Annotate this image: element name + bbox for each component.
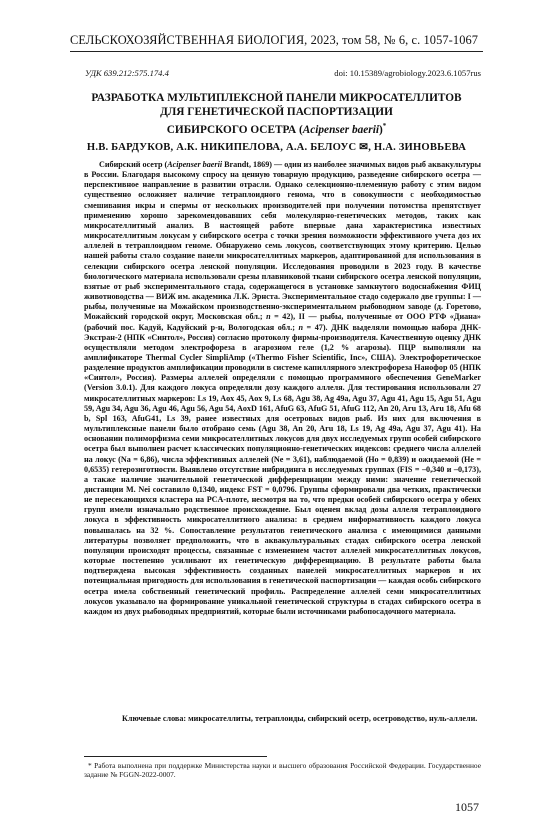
title-footnote-mark: * [382, 121, 387, 130]
article-title [70, 92, 483, 137]
footnote-divider [84, 756, 267, 757]
abstract-part-c: = 42), II — рыбы, полученные от ООО РТФ «Диана» (рабочий пос. Кадуй, Кадуйский р-н, Вологодская обл.; [84, 312, 481, 332]
title-line-3 [70, 120, 483, 138]
footnote: * Работа выполнена при поддержке Министерства науки и высшего образования Российской Федерации. Государственное задание № FGGN-2022-0007. [84, 761, 481, 779]
authors: Н.В. БАРДУКОВ, А.К. НИКИПЕЛОВА, А.А. БЕЛОУС ✉, Н.А. ЗИНОВЬЕВА [86, 142, 467, 153]
journal-header: СЕЛЬСКОХОЗЯЙСТВЕННАЯ БИОЛОГИЯ, 2023, том 58, № 6, с. 1057-1067 [70, 33, 483, 52]
abstract-n-label-2: n [298, 322, 303, 332]
udk-code: УДК 639.212:575.174.4 [85, 68, 169, 78]
abstract-part-a: Сибирский осетр ( [99, 160, 168, 169]
title-line-2: ДЛЯ ГЕНЕТИЧЕСКОЙ ПАСПОРТИЗАЦИИ [160, 105, 393, 118]
doi: doi: 10.15389/agrobiology.2023.6.1057rus [334, 68, 481, 78]
page-number: 1057 [455, 800, 479, 814]
keywords: Ключевые слова: микросателлиты, тетраплоиды, сибирский осетр, осетроводство, нуль-аллели. [122, 714, 478, 723]
meta-row [85, 68, 481, 78]
abstract-n-label-1: n [266, 312, 271, 322]
abstract-part-b: Brandt, 1869) — один из наиболее значимых видов рыб аквакультуры в России. Благодаря высокому спросу на ценную товарную продукцию, разведение сибирского осетра — перспективное направление в развитии отрасли. Однако селекционно-племенную работу с этим видом существенно осложняет наличие тетраплоидного генома, что в совокупности с необходимостью смешивания икры и спермы от нескольких производителей при получении потомства препятствует применению хорошо зарекомендовавших себя молекулярно-генетических методов, таких как микросателлитный анализ. В настоящей работе впервые дана характеристика известных микросателлитным локусам у сибирского осетра с точки зрения возможности эффективного учета доз их аллелей в тетраплоидном геноме. Обнаружено семь локусов, соответствующих этому критерию. Целью нашей работы стало создание панели микросателлитных маркеров, адаптированной для использования в селекции сибирского осетра ленской популяции. Исследования проводили в 2023 году. В качестве биологического материала использовали срезы плавниковой ткани сибирского осетра ленской популяции, взятые от рыб экспериментального стада, содержащегося в установке замкнутого водоснабжения ФИЦ животноводства — ВИЖ им. академика Л.К. Эрнста. Экспериментальное стадо содержало две группы: I — рыбы, полученные на Можайском производственно-экспериментальном рыбоводном заводе (д. Горетово, Можайский городской округ, Московская обл.; [84, 160, 482, 322]
title-line-3-start: СИБИРСКОГО ОСЕТРА ( [166, 123, 303, 136]
title-species: Acipenser baerii [302, 123, 379, 136]
title-line-3-end: ) [378, 123, 383, 136]
title-line-1: РАЗРАБОТКА МУЛЬТИПЛЕКСНОЙ ПАНЕЛИ МИКРОСАТЕЛЛИТОВ [91, 92, 462, 104]
abstract [84, 160, 481, 617]
abstract-species: Acipenser baerii [167, 160, 223, 169]
abstract-part-d: = 47). ДНК выделяли помощью набора ДНК-Экстран-2 (НПК «Синтол», Россия) согласно протоколу фирмы-производителя. Качественную оценку ДНК осуществляли методом электрофореза в агарозном геле (1,2 % агарозы). ПЦР выполняли на амплификаторе Thermal Cycler SimpliAmp («Thermo Fisher Scientific, Inc», США). Электрофоретическое разделение продуктов амплификации проводили в системе капиллярного электрофореза Нанофор 05 (НПК «Синтол», Россия). Размеры аллелей определяли с помощью программного обеспечения GeneMarker (Version 3.0.1). Для каждого локуса определяли дозу каждого аллеля. Для тестирования использовали 27 микросателлитных маркеров: Ls 19, Aox 45, Aox 9, Ls 68, Agu 38, Ag 49a, Agu 37, Agu 41, Agu 15, Agu 51, Agu 59, Agu 34, Agu 36, Agu 46, Agu 56, Agu 54, AoxD 161, AfuG 63, AfuG 51, AfuG 112, An 20, Aru 13, Aru 18, Afu 68 b, Spl 163, AfuG41, Ls 39, ранее известных для осетровых видов рыб. Из них для включения в мультиплексные панели было отобрано семь (Agu 38, An 20, Aru 18, Ls 19, Ag 49a, Agu 37, Agu 41). На основании полиморфизма семи микросателлитных локусов для двух исследуемых групп особей сибирского осетра был выполнен расчет классических популяционно-генетических индексов: среднего числа аллелей на локус (Na = 6,86), числа эффективных аллелей (Ne = 3,61), наблюдаемой (Ho = 0,839) и ожидаемой (He = 0,6535) гетерозиготности. Выявлено отсутствие инбридинга в исследуемых группах (FIS = –0,340 и –0,173), а также наличие значительной генетической дифференциации между ними: значение генетической дистанции M. Nei составило 0,1340, индекс FST = 0,0796. Группы сформировали два четких, практически не пересекающихся кластера на PCA-плоте, несмотря на то, что предки особей сибирского осетра у обеих групп имели изначально родственное происхождение. Был оценен вклад дозы аллеля тетраплоидного локуса в эффективность микросателлитного анализа: в среднем информативность каждого локуса повышалась на 32 %. Сопоставление результатов генетического анализа с имеющимися данными литературы позволяет предположить, что в аквакультуральных стадах сибирского осетра ленской популяции происходят процессы, связанные с изменением частот аллелей микросателлитных локусов, которые постепенно усиливают их генетическую дифференциацию. В результате работы была подтверждена высокая эффективность созданных панелей микросателлитных маркеров и их потенциальная пригодность для использования в генетической паспортизации — каждая особь сибирского осетра имела собственный генетический профиль. Распределение аллелей семи микросателлитных локусов указывало на формирование уникальной генетической структуры в стадах сибирского осетра в каждом из двух рыбоводных предприятий, которые были источниками рыбопосадочного материала. [84, 322, 481, 616]
